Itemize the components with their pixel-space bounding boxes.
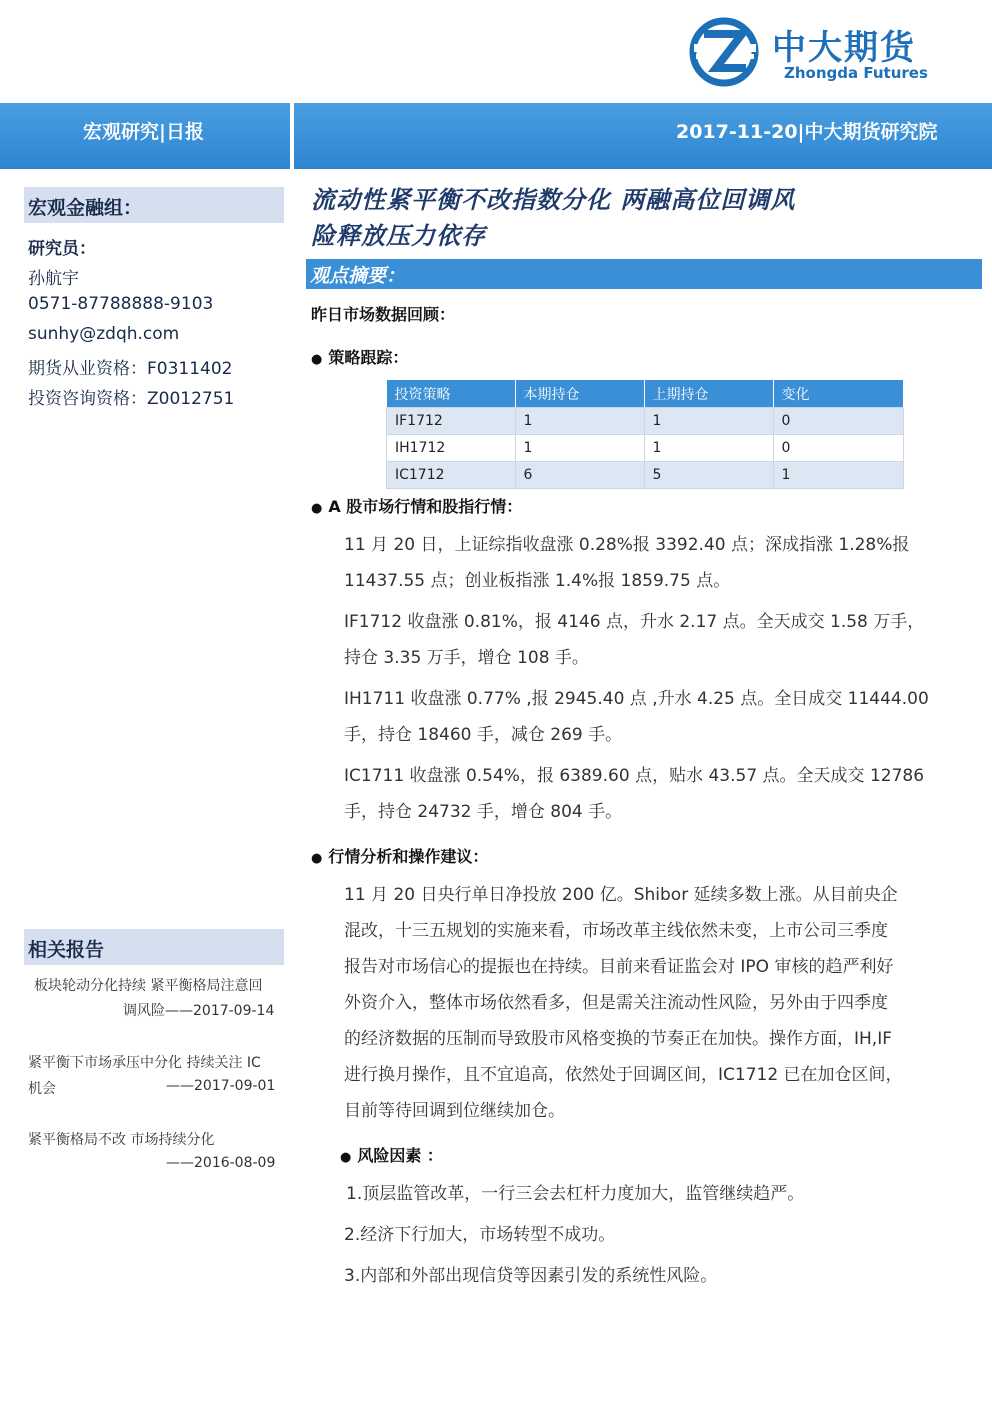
table-row (387, 435, 904, 462)
report-title-line1: 流动性紧平衡不改指数分化 两融高位回调风 (311, 185, 796, 214)
header-band-left (0, 103, 290, 169)
market-para-line: 持仓 3.35 万手，增仓 108 手。 (344, 648, 589, 668)
report-title-line2: 险释放压力依存 (311, 221, 486, 250)
logo-text-cn: 中大期货 (772, 28, 916, 68)
market-heading: ● A 股市场行情和股指行情： (311, 494, 522, 517)
sidebar-group-title: 宏观金融组： (28, 197, 143, 219)
company-logo (688, 16, 938, 88)
analysis-line: 报告对市场信心的提振也在持续。目前来看证监会对 IPO 审核的趋严利好 (344, 957, 894, 977)
researcher-name: 孙航宇 (28, 269, 79, 289)
table-cell: IF1712 (387, 408, 516, 435)
table-header: 投资策略 (387, 380, 516, 408)
table-header: 本期持仓 (515, 380, 644, 408)
related-report-3-line2[interactable]: ——2016-08-09 (166, 1155, 276, 1171)
related-report-2-line2a[interactable]: 机会 (28, 1081, 56, 1097)
table-header: 上期持仓 (644, 380, 773, 408)
market-para-line: 手，持仓 18460 手，减仓 269 手。 (344, 725, 623, 745)
analysis-line: 混改，十三五规划的实施来看，市场改革主线依然未变，上市公司三季度 (344, 921, 888, 941)
analysis-line: 进行换月操作，且不宜追高，依然处于回调区间，IC1712 已在加仓区间， (344, 1065, 903, 1085)
header-band-right (294, 103, 992, 169)
review-heading: 昨日市场数据回顾： (311, 305, 456, 324)
risk-item: 2.经济下行加大，市场转型不成功。 (344, 1225, 616, 1245)
table-cell: 1 (515, 435, 644, 462)
analysis-line: 外资介入，整体市场依然看多，但是需关注流动性风险，另外由于四季度 (344, 993, 888, 1013)
market-para-line: 11 月 20 日，上证综指收盘涨 0.28%报 3392.40 点；深成指涨 1.28%报 (344, 535, 910, 555)
market-para-line: 手，持仓 24732 手，增仓 804 手。 (344, 802, 623, 822)
researcher-phone: 0571-87788888-9103 (28, 294, 214, 314)
table-cell: 5 (644, 462, 773, 489)
analysis-line: 的经济数据的压制而导致股市风格变换的节奏正在加快。操作方面，IH,IF (344, 1029, 892, 1049)
strategy-heading: ● 策略跟踪： (311, 345, 408, 368)
logo-text-en: Zhongda Futures (784, 64, 928, 82)
summary-bar (306, 259, 982, 289)
market-para-line: IH1711 收盘涨 0.77% ,报 2945.40 点 ,升水 4.25 点。全日成交 11444.00 (344, 689, 929, 709)
qualification-advisory: 投资咨询资格：Z0012751 (28, 389, 235, 409)
logo-emblem-icon (688, 16, 764, 88)
table-header-row (387, 380, 904, 408)
table-cell: 0 (773, 435, 904, 462)
summary-label: 观点摘要： (310, 265, 406, 287)
strategy-table (386, 380, 904, 489)
table-cell: IH1712 (387, 435, 516, 462)
table-cell: 1 (773, 462, 904, 489)
table-cell: 1 (515, 408, 644, 435)
analysis-heading: ● 行情分析和操作建议： (311, 844, 488, 867)
risk-heading: ● 风险因素 ： (340, 1143, 443, 1166)
analysis-line: 11 月 20 日央行单日净投放 200 亿。Shibor 延续多数上涨。从目前央企 (344, 885, 898, 905)
analysis-line: 目前等待回调到位继续加仓。 (344, 1101, 565, 1121)
related-reports-title: 相关报告 (28, 939, 105, 961)
related-report-2-line1[interactable]: 紧平衡下市场承压中分化 持续关注 IC (28, 1055, 261, 1071)
table-cell: 6 (515, 462, 644, 489)
market-para-line: IF1712 收盘涨 0.81%，报 4146 点，升水 2.17 点。全天成交 1.58 万手， (344, 612, 925, 632)
related-report-2-line2b[interactable]: ——2017-09-01 (166, 1078, 276, 1094)
related-reports-box (24, 929, 284, 965)
table-row (387, 408, 904, 435)
table-cell: 0 (773, 408, 904, 435)
sidebar-group-box (24, 187, 284, 223)
report-type-label: 宏观研究|日报 (83, 121, 204, 143)
market-para-line: IC1711 收盘涨 0.54%，报 6389.60 点，贴水 43.57 点。全天成交 12786 (344, 766, 925, 786)
table-header: 变化 (773, 380, 904, 408)
qualification-futures: 期货从业资格：F0311402 (28, 359, 233, 379)
table-cell: IC1712 (387, 462, 516, 489)
researcher-label: 研究员： (28, 239, 96, 259)
related-report-1-line1[interactable]: 板块轮动分化持续 紧平衡格局注意回 (34, 978, 263, 994)
table-cell: 1 (644, 408, 773, 435)
risk-item: 1.顶层监管改革，一行三会去杠杆力度加大，监管继续趋严。 (346, 1184, 805, 1204)
table-cell: 1 (644, 435, 773, 462)
report-date-label: 2017-11-20|中大期货研究院 (676, 121, 938, 143)
related-report-1-line2[interactable]: 调风险——2017-09-14 (123, 1003, 275, 1019)
risk-item: 3.内部和外部出现信贷等因素引发的系统性风险。 (344, 1266, 718, 1286)
researcher-email[interactable]: sunhy@zdqh.com (28, 324, 180, 344)
market-para-line: 11437.55 点；创业板指涨 1.4%报 1859.75 点。 (344, 571, 731, 591)
table-row (387, 462, 904, 489)
related-report-3-line1[interactable]: 紧平衡格局不改 市场持续分化 (28, 1132, 215, 1148)
